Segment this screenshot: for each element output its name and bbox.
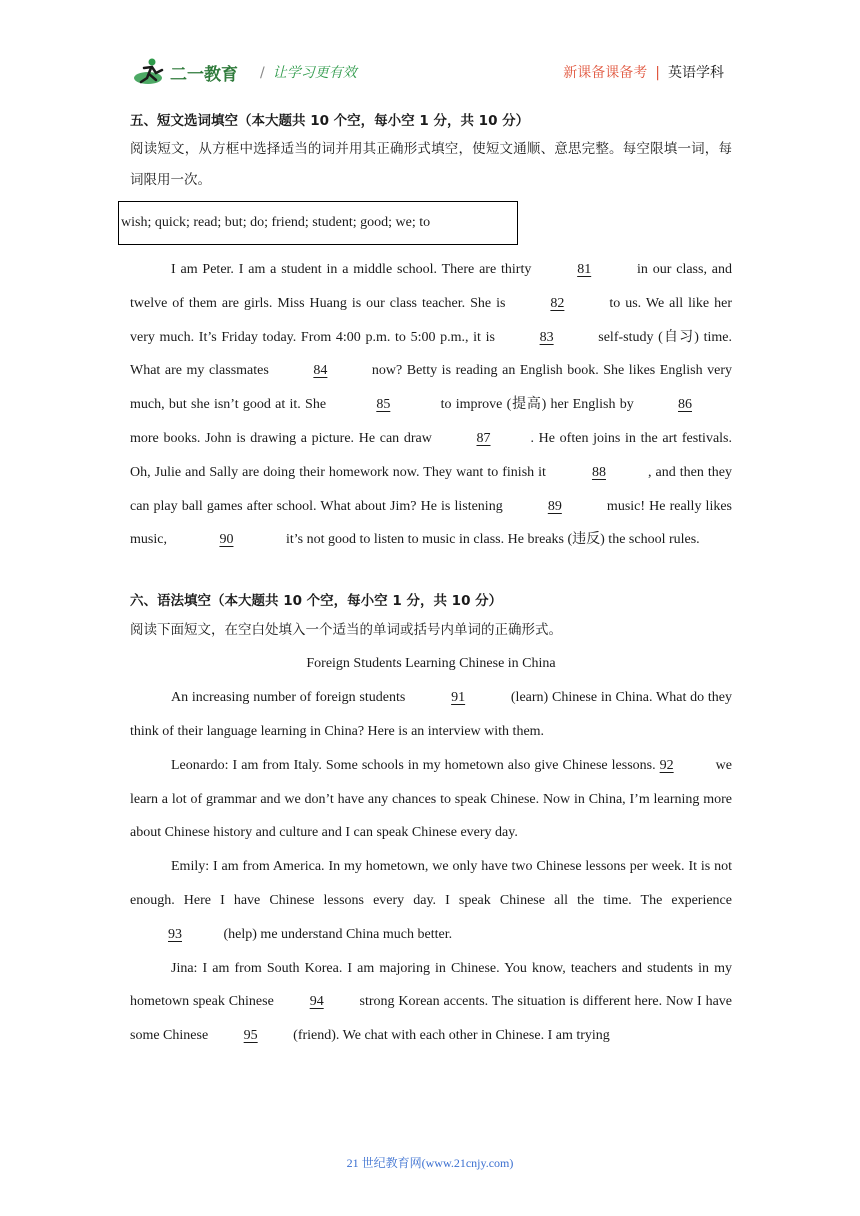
section-6-instruction: 阅读下面短文，在空白处填入一个适当的单词或括号内单词的正确形式。 (130, 622, 562, 639)
passage-text: Emily: I am from America. In my hometown, we only have two Chinese lessons per week. It is not enough. Here I have Chinese lessons every day. I speak Chinese all the time. The experience (130, 859, 732, 908)
header-subject (563, 62, 724, 82)
passage-text: self-study (自习) time. What are my classmates (130, 329, 732, 379)
section-6-passage (130, 681, 732, 1053)
passage-text: Leonardo: I am from Italy. Some schools in my hometown also give Chinese lessons. (171, 757, 660, 773)
slogan-text: 让学习更有效 (272, 65, 357, 81)
passage-text: to improve (提高) her English by (436, 397, 638, 413)
section-5-instruction: 阅读短文，从方框中选择适当的词并用其正确形式填空，使短文通顺、意思完整。每空限填一词，每词限用一次。 (130, 141, 732, 188)
section-6-paragraph (130, 749, 732, 850)
section-6-paragraph (130, 952, 732, 1053)
passage-text: Jina: I am from South Korea. I am majoring in Chinese. You know, teachers and students in my hometown speak Chinese (130, 960, 732, 1010)
passage-title: Foreign Students Learning Chinese in China (306, 656, 556, 672)
document-body (121, 108, 733, 1053)
passage-text: strong Korean accents. The situation is different here. Now I have some Chinese (130, 994, 732, 1044)
answer-blank-95[interactable]: 95 (243, 1028, 258, 1044)
passage-text: music! He really likes music, (130, 498, 732, 548)
section-5-passage (130, 253, 732, 557)
answer-blank-93[interactable]: 93 (168, 926, 182, 942)
passage-text: we learn a lot of grammar and we don’t have any chances to speak Chinese. Now in China, I’m learning more about Chinese history and culture and I can speak Chinese every day. (130, 757, 732, 841)
section-5-title: 五、短文选词填空（本大题共 10 个空，每小空 1 分，共 10 分） (130, 113, 530, 129)
answer-blank-85[interactable]: 85 (376, 397, 391, 413)
word-box: wish; quick; read; but; do; friend; student; good; we; to (118, 201, 518, 245)
passage-text: to us. We all like her very much. It’s Friday today. From 4:00 p.m. to 5:00 p.m., it is (130, 295, 732, 345)
passage-text: now? Betty is reading an English book. She likes English very much, but she isn’t good at it. She (130, 363, 732, 413)
passage-text: . He often joins in the art festivals. Oh, Julie and Sally are doing their homework now. They want to finish it (130, 430, 732, 480)
answer-blank-92[interactable]: 92 (659, 757, 674, 773)
passage-text: , and then they can play ball games after school. What about Jim? He is listening (130, 464, 732, 514)
passage-text: I am Peter. I am a student in a middle school. There are thirty (171, 262, 537, 277)
passage-text: (help) me understand China much better. (220, 926, 453, 942)
section-6-paragraph (130, 850, 732, 951)
answer-blank-90[interactable]: 90 (219, 532, 234, 548)
slogan: / 让学习更有效 (260, 65, 357, 81)
passage-text: (friend). We chat with each other in Chinese. I am trying (289, 1028, 610, 1044)
section-6-title: 六、语法填空（本大题共 10 个空，每小空 1 分，共 10 分） (130, 593, 503, 610)
passage-text: (learn) Chinese in China. What do they think of their language learning in China? Here is an interview with them. (130, 690, 733, 739)
page-header (128, 56, 732, 90)
answer-blank-88[interactable]: 88 (591, 464, 606, 480)
logo-icon (132, 56, 244, 90)
section-6-paragraph (130, 681, 732, 749)
footer-source: 21 世纪教育网(www.21cnjy.com) (346, 1156, 514, 1170)
answer-blank-82[interactable]: 82 (550, 295, 565, 311)
answer-blank-91[interactable]: 91 (451, 690, 466, 706)
header-subject-label: 英语学科 (668, 65, 724, 81)
header-course-label: 新课备课备考 (563, 65, 648, 81)
answer-blank-81[interactable]: 81 (577, 262, 592, 277)
logo-text: 二一教育 (170, 65, 238, 85)
answer-blank-83[interactable]: 83 (539, 329, 554, 345)
passage-text: An increasing number of foreign students (171, 690, 410, 706)
passage-text: more books. John is drawing a picture. He can draw (130, 430, 437, 446)
answer-blank-94[interactable]: 94 (309, 994, 324, 1010)
answer-blank-87[interactable]: 87 (476, 430, 491, 446)
header-separator: | (655, 65, 660, 81)
passage-text: it’s not good to listen to music in class. He breaks (违反) the school rules. (282, 532, 700, 548)
answer-blank-86[interactable]: 86 (678, 397, 692, 413)
answer-blank-89[interactable]: 89 (547, 498, 562, 514)
passage-text: in our class, and twelve of them are girls. Miss Huang is our class teacher. She is (130, 262, 732, 311)
answer-blank-84[interactable]: 84 (313, 363, 328, 379)
